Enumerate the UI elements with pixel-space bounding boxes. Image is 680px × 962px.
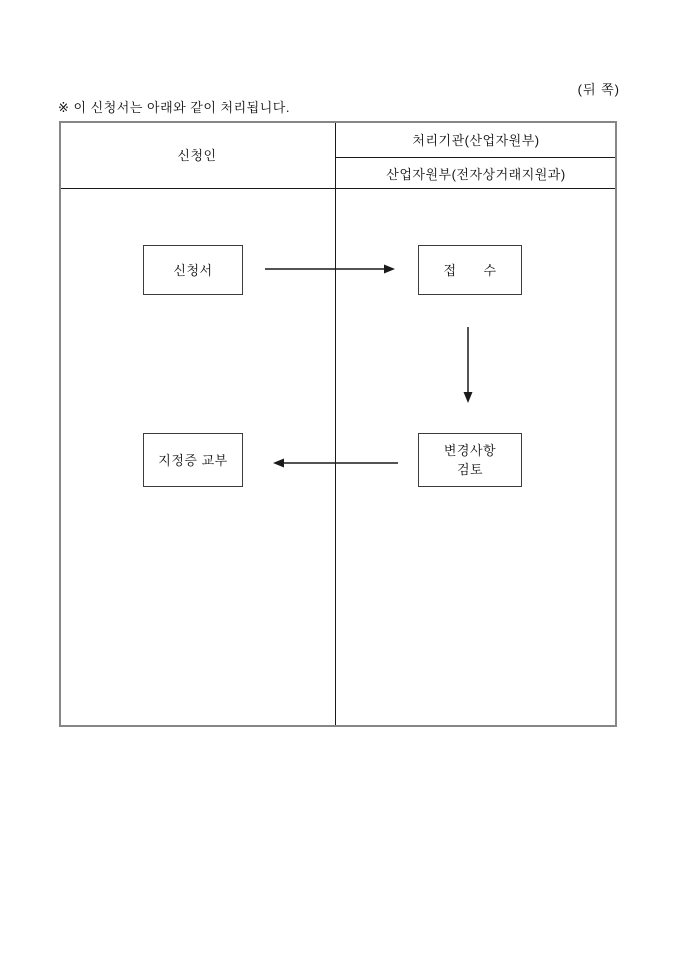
table-column-divider <box>335 123 336 725</box>
processing-agency-header: 처리기관(산업자원부) <box>412 132 540 148</box>
processing-note: ※ 이 신청서는 아래와 같이 처리됩니다. <box>58 100 290 115</box>
flow-box-receipt <box>418 245 522 295</box>
flow-box-change-review-line2: 검토 <box>456 462 484 477</box>
department-header: 산업자원부(전자상거래지원과) <box>386 166 566 182</box>
flow-box-application-label: 신청서 <box>173 262 213 278</box>
backside-label: (뒤 쪽) <box>577 82 620 97</box>
flow-box-application <box>143 245 243 295</box>
flow-box-receipt-label: 접 수 <box>443 262 497 278</box>
flow-box-change-review <box>418 433 522 487</box>
flow-box-certificate-issue <box>143 433 243 487</box>
flow-box-certificate-issue-label: 지정증 교부 <box>158 452 228 468</box>
process-table-frame <box>59 121 617 727</box>
flow-box-change-review-line1: 변경사항 <box>443 443 497 458</box>
applicant-column-header: 신청인 <box>177 148 217 163</box>
